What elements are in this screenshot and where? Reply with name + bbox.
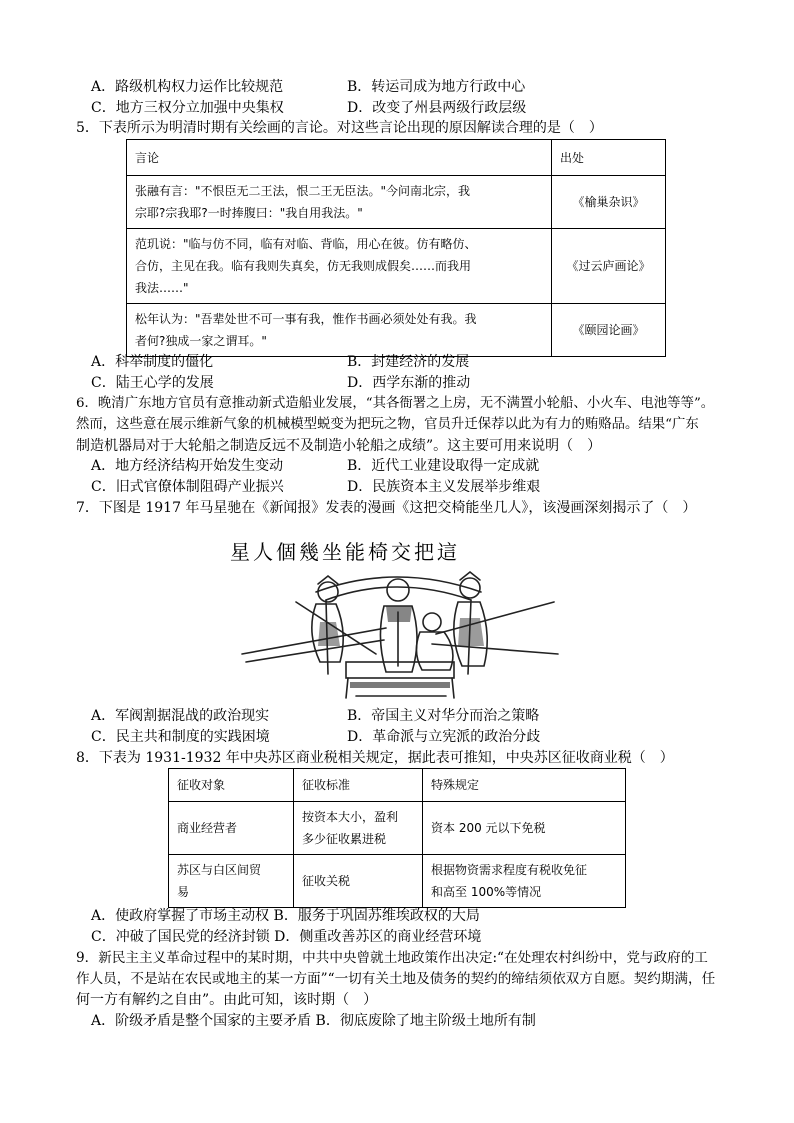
q5-statement-1: 张融有言："不恨臣无二王法，恨二王无臣法。"今问南北宗，我 宗耶?宗我耶?一时捧腹曰："我自用我法。" <box>127 176 552 229</box>
q5-option-a: A．科举制度的僵化 <box>91 354 214 370</box>
q4-option-d: D．改变了州县两级行政层级 <box>347 100 527 116</box>
q8-row1-special: 资本 200 元以下免税 <box>423 802 626 855</box>
q9-options-ab: A．阶级矛盾是整个国家的主要矛盾 B．彻底废除了地主阶级土地所有制 <box>91 1013 536 1029</box>
q8-options-ab: A．使政府掌握了市场主动权 B．服务于巩固苏维埃政权的大局 <box>91 908 480 924</box>
q5-statement-3: 松年认为："吾辈处世不可一事有我，惟作书画必须处处有我。我 者何?独成一家之谓耳。" <box>127 304 552 357</box>
q5-option-d: D．西学东渐的推动 <box>347 375 471 391</box>
q7-option-c: C．民主共和制度的实践困境 <box>91 729 270 745</box>
q7-option-b: B．帝国主义对华分而治之策略 <box>347 708 540 724</box>
q4-option-c: C．地方三权分立加强中央集权 <box>91 100 284 116</box>
q9-stem-line-3: 何一方有解约之自由”。由此可知，该时期（ ） <box>76 992 378 1008</box>
q7-option-d: D．革命派与立宪派的政治分歧 <box>347 729 541 745</box>
q4-option-b: B．转运司成为地方行政中心 <box>347 79 526 95</box>
q7-option-a: A．军阀割据混战的政治现实 <box>91 708 270 724</box>
q6-option-b: B．近代工业建设取得一定成就 <box>347 458 540 474</box>
q8-stem: 8．下表为 1931-1932 年中央苏区商业税相关规定，据此表可推知，中央苏区征收商业税（ ） <box>76 750 674 766</box>
q6-option-a: A．地方经济结构开始发生变动 <box>91 458 284 474</box>
q9-stem-line-1: 9．新民主主义革命过程中的某时期，中共中央曾就土地政策作出决定:“在处理农村纠纷中，党与政府的工 <box>76 950 708 966</box>
table-row <box>169 802 626 855</box>
q6-option-d: D．民族资本主义发展举步维艰 <box>347 479 541 495</box>
cartoon-illustration <box>236 562 562 702</box>
q5-header-source: 出处 <box>552 140 666 176</box>
q5-source-1: 《榆巢杂识》 <box>552 176 666 229</box>
q8-table <box>168 768 626 908</box>
q8-row1-target: 商业经营者 <box>169 802 294 855</box>
q5-statement-2: 范玑说："临与仿不同，临有对临、背临，用心在彼。仿有略仿、 合仿，主见在我。临有我则失真矣，仿无我则成假矣……而我用 我法……" <box>127 229 552 304</box>
q5-header-statement: 言论 <box>127 140 552 176</box>
table-row <box>127 176 666 229</box>
cartoon-caption: 星人個幾坐能椅交把這 <box>230 540 460 564</box>
q6-stem-line-2: 然而，这些意在展示维新气象的机械模型蜕变为把玩之物，官员升迁保荐以此为有力的贿赂品。结果“广东 <box>76 417 699 432</box>
table-row <box>127 304 666 357</box>
q8-row2-standard: 征收关税 <box>294 855 423 908</box>
q8-header-standard: 征收标准 <box>294 769 423 802</box>
q8-header-special: 特殊规定 <box>423 769 626 802</box>
q6-stem-line-3: 制造机器局对于大轮船之制造反远不及制造小轮船之成绩”。这主要可用来说明（ ） <box>76 438 602 454</box>
q8-options-cd: C．冲破了国民党的经济封锁 D．侧重改善苏区的商业经营环境 <box>91 929 482 945</box>
q5-option-b: B．封建经济的发展 <box>347 354 470 370</box>
q5-source-3: 《颐园论画》 <box>552 304 666 357</box>
q8-row2-special: 根据物资需求程度有税收免征 和高至 100%等情况 <box>423 855 626 908</box>
q4-option-a: A．路级机构权力运作比较规范 <box>91 79 284 95</box>
q6-stem-line-1: 6．晚清广东地方官员有意推动新式造船业发展，“其各衙署之上房，无不满置小轮船、小火车、电池等等”。 <box>76 396 715 411</box>
q5-table <box>126 139 666 357</box>
q5-stem: 5．下表所示为明清时期有关绘画的言论。对这些言论出现的原因解读合理的是（ ） <box>76 120 603 136</box>
q8-row1-standard: 按资本大小，盈利 多少征收累进税 <box>294 802 423 855</box>
q5-source-2: 《过云庐画论》 <box>552 229 666 304</box>
q9-stem-line-2: 作人员，不是站在农民或地主的某一方面”“一切有关土地及债务的契约的缔结须依双方自愿。契约期满，任 <box>76 971 716 987</box>
q5-option-c: C．陆王心学的发展 <box>91 375 214 391</box>
q8-row2-target: 苏区与白区间贸 易 <box>169 855 294 908</box>
q8-header-target: 征收对象 <box>169 769 294 802</box>
q7-stem: 7．下图是 1917 年马星驰在《新闻报》发表的漫画《这把交椅能坐几人》，该漫画深刻揭示了（ ） <box>76 500 697 516</box>
table-row <box>169 855 626 908</box>
q6-option-c: C．旧式官僚体制阻碍产业振兴 <box>91 479 284 495</box>
table-row <box>127 229 666 304</box>
